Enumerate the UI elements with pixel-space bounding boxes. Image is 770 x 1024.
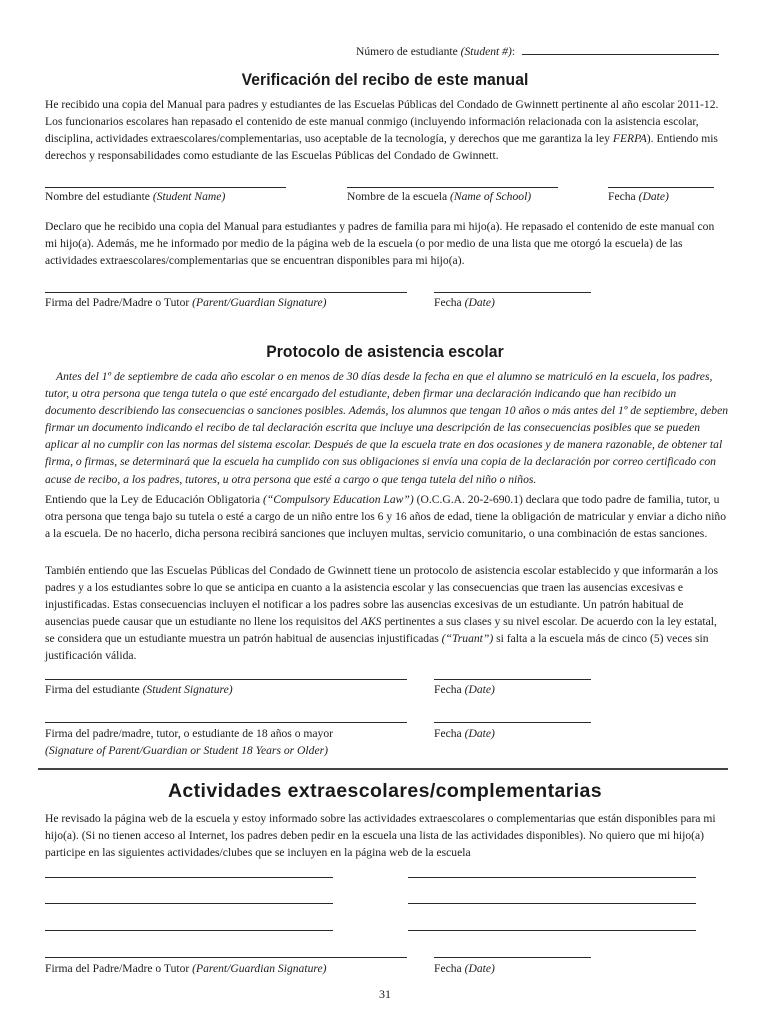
student-name-input-line[interactable] [45, 187, 286, 188]
date-input-line-5[interactable] [434, 957, 591, 958]
activity-input-line[interactable] [408, 903, 696, 904]
attendance-italic-paragraph: Antes del 1º de septiembre de cada año escolar o en menos de 30 días desde la fecha en que el alumno se matriculó en la escuela, los padres, tutor, u otra persona que tenga tutela o que esté encargado del estudiante, deben firmar una declaración indicando que han recibido un documento describiendo las consecuencias o sanciones posibles. Además, los alumnos que tengan 10 años o más antes del 1º de septiembre, deben firmar un documento indicando el recibo de tal declaración escrita que incluye una descripción de las consecuencias posibles que se pueden aplicar al no cumplir con las normas del sistema escolar. Después de que la escuela trate en dos ocasiones y de manera razonable, de obtener tal firma, o firmas, se determinará que la escuela ha cumplido con sus obligaciones si envía una copia de la declaración por correo certificado con acuse de recibo, a los padres, tutores, u otra persona que esté a cargo o que tenga tutela del niño o niños. [45, 370, 729, 486]
school-name-label: Nombre de la escuela (Name of School) [347, 190, 532, 203]
parent-signature-input-line-2[interactable] [45, 957, 407, 958]
student-number-label-en: (Student #) [460, 45, 512, 58]
parent-or-adult-student-signature-label-en: (Signature of Parent/Guardian or Student 18 Years or Older) [45, 744, 328, 757]
parent-or-adult-student-signature-label: Firma del padre/madre, tutor, o estudiante de 18 años o mayor [45, 727, 334, 740]
parent-signature-input-line[interactable] [45, 292, 407, 293]
date-label-5: Fecha (Date) [434, 962, 495, 975]
activity-input-line[interactable] [45, 877, 333, 878]
section-title-receipt: Verificación del recibo de este manual [241, 70, 529, 89]
compulsory-law-paragraph: Entiendo que la Ley de Educación Obligatoria (“Compulsory Education Law”) (O.C.G.A. 20-2-690.1) declara que todo padre de familia, tutor, u otra persona que tenga bajo su tutela o esté a cargo de un niño entre los 6 y 16 años de edad, tiene la obligación de matricular y enviar a dicho niño a la escuela. De no hacerlo, dicha persona recibirá sanciones que incluyen multas, servicio comunitario, o una combinación de estas sanciones. [45, 493, 727, 541]
student-signature-input-line[interactable] [45, 679, 407, 680]
student-signature-label: Firma del estudiante (Student Signature) [45, 683, 233, 696]
activity-input-line[interactable] [408, 930, 696, 931]
school-name-input-line[interactable] [347, 187, 558, 188]
parent-signature-label-2: Firma del Padre/Madre o Tutor (Parent/Guardian Signature) [45, 962, 327, 975]
student-number-label: Número de estudiante [356, 45, 458, 58]
date-label: Fecha (Date) [608, 190, 669, 203]
parent-or-adult-student-signature-input-line[interactable] [45, 722, 407, 723]
date-label-4: Fecha (Date) [434, 727, 495, 740]
student-name-label: Nombre del estudiante (Student Name) [45, 190, 226, 203]
date-input-line[interactable] [608, 187, 714, 188]
date-input-line-4[interactable] [434, 722, 591, 723]
section-title-activities: Actividades extraescolares/complementarias [167, 780, 603, 802]
parent-signature-label: Firma del Padre/Madre o Tutor (Parent/Guardian Signature) [45, 296, 327, 309]
date-label-3: Fecha (Date) [434, 683, 495, 696]
date-input-line-3[interactable] [434, 679, 591, 680]
declaration-paragraph: Declaro que he recibido una copia del Manual para estudiantes y padres de familia para mi hijo(a). He repasado el contenido de este manual con mi hijo(a). Además, me he informado por medio de la página web de la escuela (o por medio de una lista que me otorgó la escuela) de las actividades extraescolares/complementarias que se encuentran disponibles para mi hijo(a). [45, 220, 715, 268]
activity-input-line[interactable] [408, 877, 696, 878]
activities-paragraph: He revisado la página web de la escuela y estoy informado sobre las actividades extraescolares o complementarias que están disponibles para mi hijo(a). (Si no tienen acceso al Internet, los padres deben pedir en la escuela una lista de las actividades disponibles). No quiero que mi hijo(a) participe en las siguientes actividades/clubes que se incluyen en la página web de la escuela [45, 812, 716, 860]
date-label-2: Fecha (Date) [434, 296, 495, 309]
section-title-attendance: Protocolo de asistencia escolar [266, 342, 504, 361]
page-number: 31 [379, 987, 391, 1001]
date-input-line-2[interactable] [434, 292, 591, 293]
receipt-paragraph: He recibido una copia del Manual para padres y estudiantes de las Escuelas Públicas del Condado de Gwinnett pertinente al año escolar 2011-12. Los funcionarios escolares han repasado el contenido de este manual conmigo (incluyendo información relacionada con la asistencia escolar, disciplina, actividades extraescolares/complementarias, uso aceptable de la tecnología, y derechos que me garantiza la ley FERPA). Entiendo mis derechos y responsabilidades como estudiante de las Escuelas Públicas del Condado de Gwinnett. [45, 98, 719, 163]
activity-input-line[interactable] [45, 930, 333, 931]
section-divider [38, 768, 728, 770]
student-number-field: Número de estudiante (Student #): [356, 44, 719, 58]
attendance-protocol-paragraph: También entiendo que las Escuelas Públicas del Condado de Gwinnett tiene un protocolo de asistencia escolar establecido y que informarán a los padres y a los estudiantes sobre lo que se anticipa en cuanto a la asistencia escolar y las consecuencias que traen las ausencias excesivas e injustificadas. Estas consecuencias incluyen el notificar a los padres sobre las ausencias excesivas de un estudiante. Un patrón habitual de ausencias puede causar que un estudiante no llene los requisitos del AKS pertinentes a sus clases y su nivel escolar. De acuerdo con la ley estatal, se considera que un estudiante muestra un patrón habitual de ausencias injustificadas (“Truant”) si falta a la escuela más de cinco (5) veces sin justificación válida. [45, 564, 719, 663]
activity-input-line[interactable] [45, 903, 333, 904]
student-number-input-line[interactable] [522, 44, 719, 55]
